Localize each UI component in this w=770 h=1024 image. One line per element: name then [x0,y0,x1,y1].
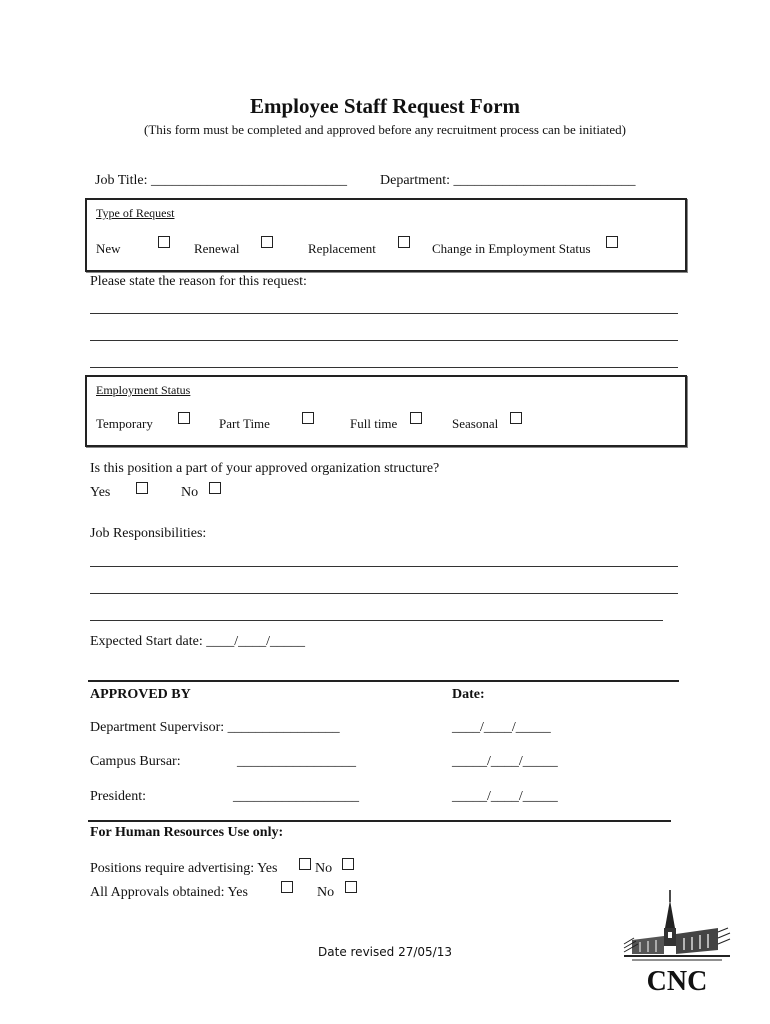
advertising-label: Positions require advertising: Yes [90,861,278,876]
request-replacement-checkbox[interactable] [398,236,410,248]
reason-line[interactable] [90,367,678,368]
status-part-time-checkbox[interactable] [302,412,314,424]
request-renewal-checkbox[interactable] [261,236,273,248]
request-new-checkbox[interactable] [158,236,170,248]
responsibilities-label: Job Responsibilities: [90,526,207,541]
type-of-request-box [85,198,687,272]
president-label: President: [90,789,146,804]
campus-bursar-label: Campus Bursar: [90,754,181,769]
advertising-no-label: No [315,861,333,876]
reason-line[interactable] [90,340,678,341]
campus-bursar-date[interactable]: _____/____/_____ [452,754,558,769]
status-temporary-label: Temporary [96,416,153,431]
president-line[interactable]: __________________ [233,789,359,804]
structure-no-label: No [181,485,199,500]
request-replacement-label: Replacement [308,241,376,256]
status-temporary-checkbox[interactable] [178,412,190,424]
status-seasonal-checkbox[interactable] [510,412,522,424]
all-approvals-no-checkbox[interactable] [345,881,357,893]
church-illustration-icon [622,888,732,998]
reason-label: Please state the reason for this request: [90,274,307,289]
department-field[interactable]: Department: __________________________ [380,173,636,188]
hr-heading: For Human Resources Use only: [90,825,284,840]
date-heading: Date: [452,687,485,702]
advertising-yes-checkbox[interactable] [299,858,311,870]
status-seasonal-label: Seasonal [452,416,499,431]
status-part-time-label: Part Time [219,416,270,431]
structure-yes-label: Yes [90,485,111,500]
all-approvals-label: All Approvals obtained: Yes [90,885,248,900]
job-title-field[interactable]: Job Title: ____________________________ [95,173,348,188]
cnc-logo [622,888,732,998]
structure-no-checkbox[interactable] [209,482,221,494]
status-full-time-label: Full time [350,416,398,431]
reason-line[interactable] [90,313,678,314]
dept-supervisor-date[interactable]: ____/____/_____ [452,720,551,735]
hr-divider [88,820,671,822]
structure-question: Is this position a part of your approved organization structure? [90,461,440,476]
all-approvals-no-label: No [317,885,335,900]
form-title: Employee Staff Request Form [249,94,521,118]
responsibilities-line[interactable] [90,566,678,567]
request-new-label: New [96,241,121,256]
request-renewal-label: Renewal [194,241,240,256]
advertising-no-checkbox[interactable] [342,858,354,870]
request-change-status-label: Change in Employment Status [432,241,591,256]
dept-supervisor-field[interactable]: Department Supervisor: ________________ [90,720,340,735]
campus-bursar-line[interactable]: _________________ [237,754,356,769]
logo-text: CNC [646,966,708,997]
approved-by-heading: APPROVED BY [90,687,191,702]
responsibilities-line[interactable] [90,620,663,621]
status-full-time-checkbox[interactable] [410,412,422,424]
employment-status-heading: Employment Status [96,383,191,397]
type-of-request-heading: Type of Request [96,206,175,220]
all-approvals-yes-checkbox[interactable] [281,881,293,893]
responsibilities-line[interactable] [90,593,678,594]
form-subtitle: (This form must be completed and approved before any recruitment process can be initiated) [144,122,626,137]
expected-start-date-field[interactable]: Expected Start date: ____/____/_____ [90,634,306,649]
approvals-divider [88,680,679,682]
structure-yes-checkbox[interactable] [136,482,148,494]
president-date[interactable]: _____/____/_____ [452,789,558,804]
date-revised: Date revised 27/05/13 [318,945,452,959]
request-change-status-checkbox[interactable] [606,236,618,248]
